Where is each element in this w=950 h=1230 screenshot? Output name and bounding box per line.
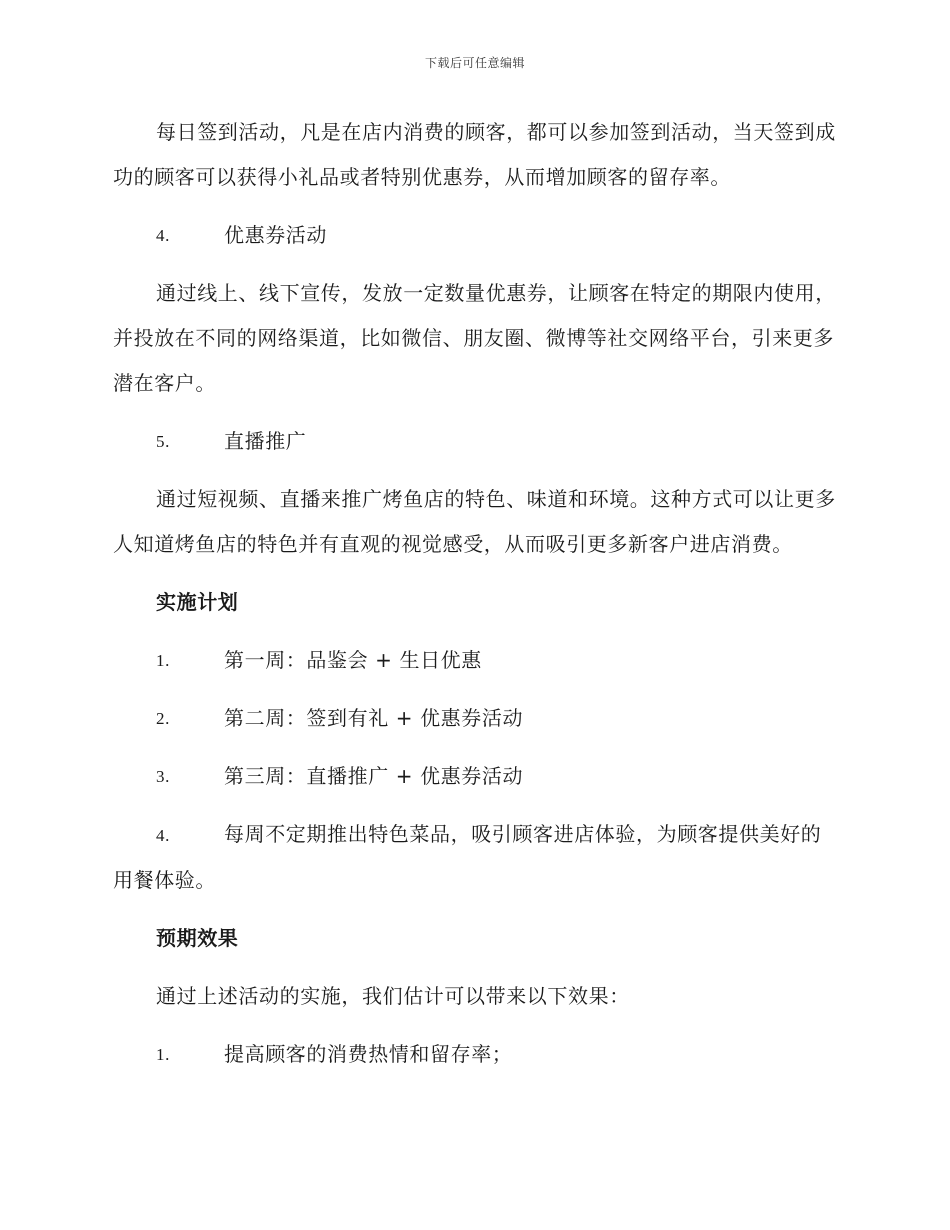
list-item-livestream	[113, 419, 838, 464]
list-text: 每周不定期推出特色菜品，吸引顾客进店体验，为顾客提供美好的用餐体验。	[113, 822, 822, 892]
plan-item	[113, 812, 838, 903]
list-text: 第一周：品鉴会 + 生日优惠	[224, 648, 482, 672]
list-number: 5.	[156, 432, 170, 451]
paragraph-livestream: 通过短视频、直播来推广烤鱼店的特色、味道和环境。这种方式可以让更多人知道烤鱼店的特色并有直观的视觉感受，从而吸引更多新客户进店消费。	[113, 487, 836, 556]
list-number: 1.	[156, 651, 170, 670]
paragraph-daily-checkin: 每日签到活动，凡是在店内消费的顾客，都可以参加签到活动，当天签到成功的顾客可以获得小礼品或者特别优惠券，从而增加顾客的留存率。	[113, 120, 836, 189]
list-number: 3.	[156, 767, 170, 786]
list-number: 2.	[156, 709, 170, 728]
paragraph-coupon: 通过线上、线下宣传，发放一定数量优惠券，让顾客在特定的期限内使用，并投放在不同的网络渠道，比如微信、朋友圈、微博等社交网络平台，引来更多潜在客户。	[113, 281, 836, 395]
list-number: 4.	[156, 226, 170, 245]
plan-item	[113, 754, 838, 799]
section-heading-effects: 预期效果	[156, 926, 239, 950]
paragraph-effects-intro: 通过上述活动的实施，我们估计可以带来以下效果：	[156, 984, 630, 1008]
document-body	[113, 110, 838, 1090]
page-header: 下载后可任意编辑	[424, 56, 525, 70]
effect-item	[113, 1032, 838, 1077]
list-text: 直播推广	[224, 429, 307, 453]
list-text: 优惠券活动	[224, 223, 327, 247]
section-heading-plan: 实施计划	[156, 590, 239, 614]
plan-item	[113, 638, 838, 683]
list-text: 提高顾客的消费热情和留存率；	[224, 1042, 513, 1066]
list-number: 4.	[156, 826, 170, 845]
list-text: 第二周：签到有礼 + 优惠券活动	[224, 706, 524, 730]
list-item-coupon	[113, 213, 838, 258]
list-text: 第三周：直播推广 + 优惠券活动	[224, 764, 524, 788]
plan-item	[113, 696, 838, 741]
list-number: 1.	[156, 1045, 170, 1064]
